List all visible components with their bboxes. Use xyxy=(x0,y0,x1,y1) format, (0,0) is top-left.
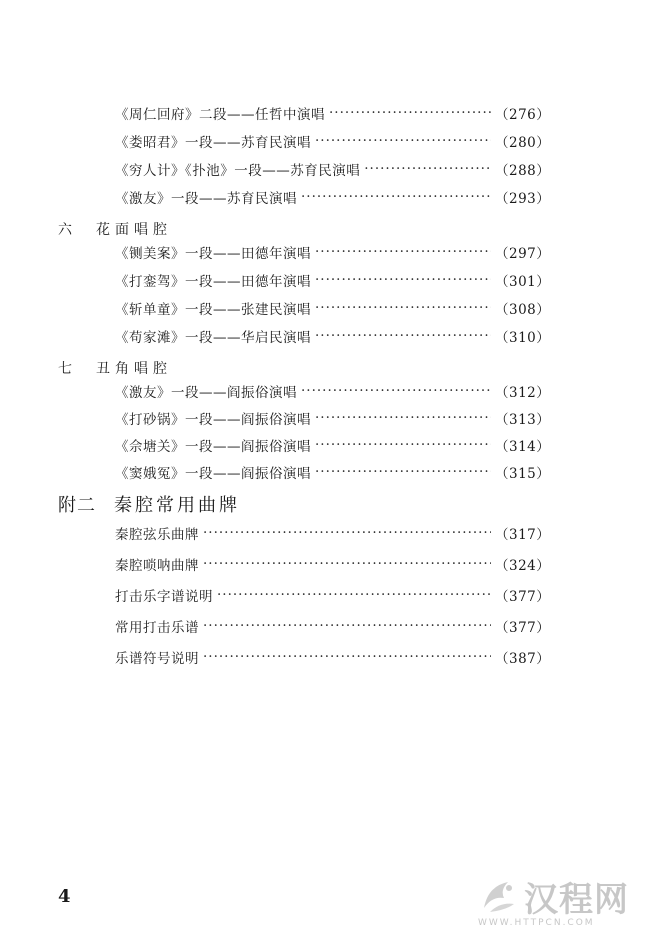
toc-entry-title: 《打銮驾》一段——田德年演唱 xyxy=(115,274,311,290)
section-heading[interactable] xyxy=(58,357,172,379)
toc-entry[interactable] xyxy=(115,102,551,124)
toc-entry[interactable] xyxy=(115,130,551,152)
leader-dots xyxy=(315,328,491,344)
leader-dots xyxy=(203,618,491,634)
toc-entry-page: （317） xyxy=(495,527,551,543)
toc-entry[interactable] xyxy=(115,269,551,291)
toc-entry[interactable] xyxy=(115,461,551,483)
toc-entry[interactable] xyxy=(115,615,551,637)
leader-dots xyxy=(203,525,491,541)
toc-entry-page: （315） xyxy=(495,466,551,482)
toc-entry[interactable] xyxy=(115,297,551,319)
toc-entry-title: 《苟家滩》一段——华启民演唱 xyxy=(115,330,311,346)
leader-dots xyxy=(217,587,491,603)
toc-entry-page: （288） xyxy=(495,163,551,179)
leader-dots xyxy=(203,649,491,665)
toc-entry[interactable] xyxy=(115,186,551,208)
leader-dots xyxy=(315,133,491,149)
toc-entry-page: （313） xyxy=(495,412,551,428)
toc-entry[interactable] xyxy=(115,241,551,263)
leader-dots xyxy=(315,437,491,453)
leader-dots xyxy=(301,189,491,205)
toc-entry-page: （301） xyxy=(495,274,551,290)
toc-entry-title: 《激友》一段——苏育民演唱 xyxy=(115,191,297,207)
toc-entry-page: （387） xyxy=(495,651,551,667)
toc-entry-title: 《周仁回府》二段——任哲中演唱 xyxy=(115,107,325,123)
toc-entry-page: （377） xyxy=(495,589,551,605)
leader-dots xyxy=(329,105,491,121)
section-title: 丑角唱腔 xyxy=(96,361,172,377)
leader-dots xyxy=(315,300,491,316)
leader-dots xyxy=(315,464,491,480)
toc-entry[interactable] xyxy=(115,158,551,180)
toc-entry-title: 《打砂锅》一段——阎振俗演唱 xyxy=(115,412,311,428)
toc-entry-title: 常用打击乐谱 xyxy=(115,620,199,636)
toc-entry-page: （377） xyxy=(495,620,551,636)
toc-entry[interactable] xyxy=(115,325,551,347)
toc-entry-page: （324） xyxy=(495,558,551,574)
section-number: 六 xyxy=(58,222,72,238)
toc-entry-title: 秦腔唢呐曲牌 xyxy=(115,558,199,574)
toc-entry-page: （314） xyxy=(495,439,551,455)
section-heading[interactable] xyxy=(58,218,172,240)
toc-entry-page: （297） xyxy=(495,246,551,262)
leader-dots xyxy=(301,383,491,399)
appendix-heading[interactable] xyxy=(58,490,240,518)
toc-entry-title: 《佘塘关》一段——阎振俗演唱 xyxy=(115,439,311,455)
toc-entry[interactable] xyxy=(115,522,551,544)
leader-dots xyxy=(315,244,491,260)
toc-entry-title: 《斩单童》一段——张建民演唱 xyxy=(115,302,311,318)
toc-entry[interactable] xyxy=(115,407,551,429)
toc-entry-title: 秦腔弦乐曲牌 xyxy=(115,527,199,543)
leader-dots xyxy=(364,161,491,177)
toc-entry-page: （312） xyxy=(495,385,551,401)
toc-entry-title: 《窦娥冤》一段——阎振俗演唱 xyxy=(115,466,311,482)
watermark-url: WWW.HTTPCN.COM xyxy=(478,918,595,928)
toc-entry-title: 《娄昭君》一段——苏育民演唱 xyxy=(115,135,311,151)
toc-entry-page: （308） xyxy=(495,302,551,318)
page-number: 4 xyxy=(58,886,71,907)
toc-entry-title: 打击乐字谱说明 xyxy=(115,589,213,605)
toc-entry-page: （310） xyxy=(495,330,551,346)
section-title: 花面唱腔 xyxy=(96,222,172,238)
leader-dots xyxy=(203,556,491,572)
toc-entry[interactable] xyxy=(115,584,551,606)
toc-entry-title: 《穷人计》《扑池》一段——苏育民演唱 xyxy=(115,163,361,179)
toc-entry-page: （276） xyxy=(495,107,551,123)
watermark-text: 汉程网 xyxy=(524,880,629,920)
leader-dots xyxy=(315,272,491,288)
toc-entry-page: （280） xyxy=(495,135,551,151)
toc-entry-title: 《铡美案》一段——田德年演唱 xyxy=(115,246,311,262)
toc-entry-title: 《激友》一段——阎振俗演唱 xyxy=(115,385,297,401)
toc-entry[interactable] xyxy=(115,434,551,456)
toc-entry[interactable] xyxy=(115,646,551,668)
toc-entry-title: 乐谱符号说明 xyxy=(115,651,199,667)
toc-entry-page: （293） xyxy=(495,191,551,207)
section-number: 七 xyxy=(58,361,72,377)
toc-entry[interactable] xyxy=(115,553,551,575)
appendix-title: 秦腔常用曲牌 xyxy=(114,495,240,516)
appendix-number: 附二 xyxy=(58,495,96,516)
watermark xyxy=(478,870,638,932)
leader-dots xyxy=(315,410,491,426)
watermark-logo-icon xyxy=(478,876,520,918)
toc-entry[interactable] xyxy=(115,380,551,402)
